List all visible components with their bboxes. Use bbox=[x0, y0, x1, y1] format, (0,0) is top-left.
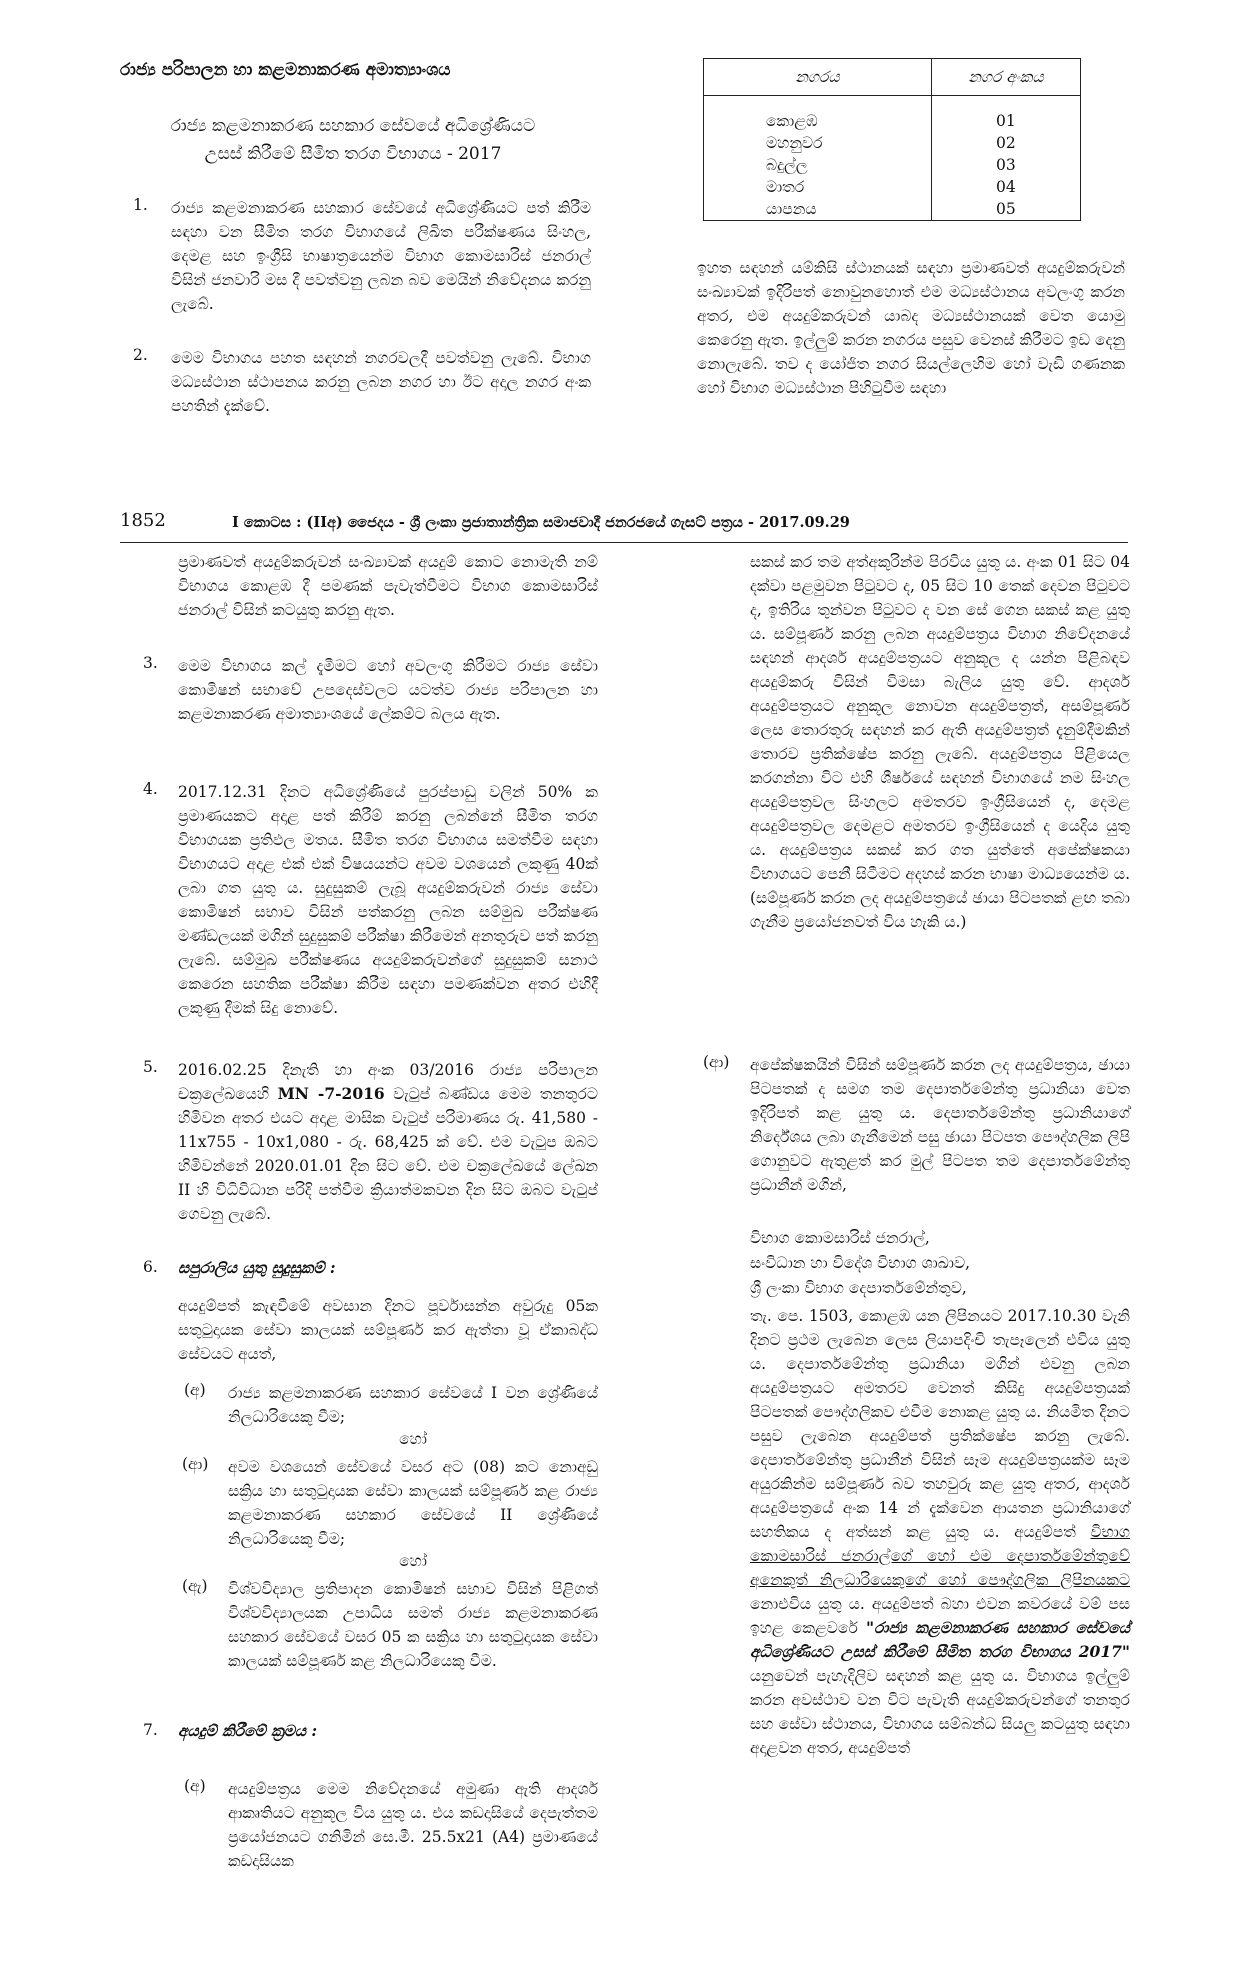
table-row bbox=[704, 154, 1081, 176]
ministry-heading: රාජ්‍ය පරිපාලන හා කළමනාකරණ අමාත්‍යාංශය bbox=[120, 60, 451, 80]
item-a-label: (අ) bbox=[184, 1381, 206, 1399]
item-7aa-label: (ආ) bbox=[703, 1053, 730, 1071]
instructions-text-3: යනුවෙන් පැහැදිලිව සඳහන් කළ යුතු ය. විභාගය ඉල්ලුම් කරන අවස්ථාව වන විට පැවැති අයදුම්කරුවන්ගේ තනතුර සහ සේවා ස්ථානය, විභාගය සම්බන්ධ සියලු කටයුතු සඳහා අදාළවන අතර, අයදුම්පත් bbox=[750, 1667, 1130, 1757]
item-ae-label: (ඇ) bbox=[182, 1577, 208, 1595]
instructions-text-1: තැ. පෙ. 1503, කොළඹ යන ලිපිනයට 2017.10.30 වැනි දිනට ප්‍රථම ලැබෙන ලෙස ලියාපදිංචි තැපෑලෙන් එවිය යුතු ය. දෙපාර්තමේන්තු ප්‍රධානියා මගින් එවනු ලබන අයදුම්පත්‍රයට අමතරව වෙනත් කිසිදු අයදුම්පත්‍රයක් පිටපතක් පෞද්ගලිකව එවීම නොකළ යුතු ය. නියමිත දිනට පසුව ලැබෙන අයදුම්පත් ප්‍රතික්ෂේප කරනු ලැබේ. දෙපාර්තමේන්තු ප්‍රධානීන් විසින් සෑම අයදුම්පත්‍රයක්ම සෑම අයුරකින්ම සම්පූර්ණ බව තහවුරු කළ යුතු අතර, ආදර්ශ අයදුම්පත්‍රයේ අංක 14 න් දැක්වෙන ආයතන ප්‍රධානියාගේ සහතිකය ද අත්සන් කළ යුතු ය. අයදුම්පත් bbox=[750, 1307, 1130, 1541]
city-cell: බදුල්ල bbox=[704, 154, 932, 176]
table-row bbox=[704, 198, 1081, 221]
submission-instructions bbox=[750, 1304, 1130, 1760]
city-cell: මාතර bbox=[704, 176, 932, 198]
table-row bbox=[704, 132, 1081, 154]
right-continuation: සකස් කර තම අත්අකුරින්ම පිරවිය යුතු ය. අංක 01 සිට 04 දක්වා පළමුවන පිටුවට ද, 05 සිට 10 තෙක් දෙවන පිටුවට ද, ඉතිරිය තුන්වන පිටුවට ද වන සේ ගෙන සකස් කළ යුතු ය. සම්පූර්ණ කරනු ලබන අයදුම්පත්‍රය විභාග නිවේදනයේ සඳහන් ආදර්ශ අයදුම්පත්‍රයට අනුකූල ද යන්න පිළිබඳව අයදුම්කරු විසින් විමසා බැලිය යුතු වේ. ආදර්ශ අයදුම්පත්‍රයට අනුකූල නොවන අයදුම්පත්‍රත්, අසම්පූර්ණ ලෙස තොරතුරු සඳහන් කර ඇති අයදුම්පත්‍රත් දැනුම්දීමකින් තොරව ප්‍රතික්ෂේප කරනු ලැබේ. අයදුම්පත්‍රය පිළියෙල කරගන්නා විට එහි ශීර්ෂයේ සඳහන් විභාගයේ නම සිංහල අයදුම්පත්‍රවල සිංහලට අමතරව ඉංග්‍රීසියෙන් ද, දෙමළ අයදුම්පත්‍රවල දෙමළට අමතරව ඉංග්‍රීසියෙන් ද යෙදිය යුතු ය. අයදුම්පත්‍රය සකස් කර ගත යුත්තේ අපේක්ෂකයා විභාගයට පෙනී සිටීමට අදහස් කරන භාෂා මාධ්‍යයෙන්ම ය. (සම්පූර්ණ කරන ලද අයදුම්පත්‍රයේ ඡායා පිටපතක් ළඟ තබා ගැනීම ප්‍රයෝජනවත් විය හැකි ය.) bbox=[750, 553, 1130, 931]
item-7a-text: අයදුම්පත්‍රය මෙම නිවේදනයේ අමුණා ඇති ආදර්ශ ආකෘතියට අනුකූල විය යුතු ය. එය කඩදාසියේ දෙපැත්තම ප්‍රයෝජනයට ගනිමින් සෙ.මී. 25.5x21 (A4) ප්‍රමාණයේ කඩදාසියක bbox=[228, 1780, 598, 1870]
item-aa-text: අවම වශයෙන් සේවයේ වසර අට (08) කට නොඅඩු සක්‍රිය හා සතුටුදායක සේවා කාලයක් සම්පූර්ණ කළ රාජ්‍ය කළමනාකරණ සහකාර සේවයේ II ශ්‍රේණියේ නිලධාරියෙකු වීම; bbox=[228, 1458, 598, 1548]
or-separator-2: හෝ bbox=[399, 1552, 427, 1570]
address-line-2: සංවිධාන හා විදේශ විභාග ශාඛාව, bbox=[750, 1254, 971, 1272]
address-line-3: ශ්‍රී ලංකා විභාග දෙපාර්තමේන්තුව, bbox=[750, 1279, 967, 1297]
page-number: 1852 bbox=[120, 510, 166, 531]
address-line-1: විභාග කොමසාරිස් ජනරාල්, bbox=[750, 1229, 930, 1247]
paragraph-5 bbox=[178, 1058, 598, 1226]
code-cell: 03 bbox=[996, 156, 1016, 174]
paragraph-1: රාජ්‍ය කළමනාකරණ සහකාර සේවයේ අධිශ්‍රේණියට පත් කිරීම සඳහා වන සීමිත තරග විභාගයේ ලිඛිත පරීක්ෂණය සිංහල, දෙමළ සහ ඉංග්‍රීසි භාෂාත්‍රයෙන්ම විභාග කොමසාරිස් ජනරාල් විසින් ජනවාරි මස දී පවත්වනු ලබන බව මෙයින් නිවේදනය කරනු ලැබේ. bbox=[171, 199, 591, 313]
para-number-6: 6. bbox=[143, 1258, 158, 1276]
paragraph-4: 2017.12.31 දිනට අධිශ්‍රේණියේ පුරප්පාඩු වලින් 50% ක ප්‍රමාණයකට අදාළ පත් කිරීම් කරනු ලබන්නේ සීමිත තරග විභාගයක ප්‍රතිඵල මතය. සීමිත තරග විභාගය සමත්වීම සඳහා විභාගයට අදාළ එක් එක් විෂයයන්ට අවම වශයෙන් ලකුණු 40ක් ලබා ගත යුතු ය. සුදුසුකම් ලැබූ අයදුම්කරුවන් රාජ්‍ය සේවා කොමිෂන් සභාව විසින් පත්කරනු ලබන සම්මුඛ පරීක්ෂණ මණ්ඩලයක් මගින් සුදුසුකම් පරීක්ෂා කිරීමෙන් අනතුරුව පත් කරනු ලැබේ. සම්මුඛ පරීක්ෂණය අයදුම්කරුවන්ගේ සුදුසුකම් සනාථ කෙරෙන සහතික පරීක්ෂා කිරීම සඳහා පමණක්වන අතර එහිදී ලකුණු දීමක් සිදු නොවේ. bbox=[178, 783, 598, 1017]
city-cell: යාපනය bbox=[704, 198, 932, 221]
para-number-5: 5. bbox=[143, 1058, 158, 1076]
paragraph-3: මෙම විභාගය කල් දැමීමට හෝ අවලංගු කිරීමට රාජ්‍ය සේවා කොමිෂන් සභාවේ උපදෙස්වලට යටත්ව රාජ්‍ය පරිපාලන හා කළමනාකරණ අමාත්‍යාංශයේ ලේකම්ට බලය ඇත. bbox=[178, 657, 598, 723]
centre-paragraph: ඉහත සඳහන් යම්කිසි ස්ථානයක් සඳහා ප්‍රමාණවත් අයදුම්කරුවන් සංඛ්‍යාවක් ඉදිරිපත් නොවුනහොත් එම මධ්‍යස්ථානය අවලංගු කරන අතර, එම අයදුම්කරුවන් යාබද මධ්‍යස්ථානයක් වෙත යොමු කෙරෙනු ඇත. ඉල්ලුම් කරන නගරය පසුව වෙනස් කිරීමට ඉඩ දෙනු නොලැබේ. තව ද යෝජිත නගර සියල්ලෙහිම හෝ වැඩි ගණනක හෝ විභාග මධ්‍යස්ථාන පිහිටුවීම සඳහා bbox=[697, 259, 1125, 397]
item-aa-label: (ආ) bbox=[182, 1455, 209, 1473]
code-cell: 05 bbox=[996, 200, 1016, 218]
salary-code: MN -7-2016 bbox=[277, 1084, 385, 1103]
continuation-paragraph: ප්‍රමාණවත් අයදුම්කරුවන් සංඛ්‍යාවක් අයදුම් කොට නොමැති නම් විභාගය කොළඹ දී පමණක් පැවැත්වීමට විභාග කොමසාරිස් ජනරාල් විසින් කටයුතු කරනු ඇත. bbox=[178, 553, 598, 619]
exam-title-line1: රාජ්‍ය කළමනාකරණ සහකාර සේවයේ අධිශ්‍රේණියට bbox=[170, 116, 536, 136]
code-cell: 02 bbox=[996, 134, 1016, 152]
col-header-city: නගරය bbox=[704, 59, 932, 96]
instructions-text-2: නොඑවිය යුතු ය. අයදුම්පත් බහා එවන කවරයේ වම් පස ඉහළ කෙළවරේ bbox=[750, 1595, 1130, 1637]
qualifications-intro: අයදුම්පත් කැඳවීමේ අවසාන දිනට පූර්වාසන්න අවුරුදු 05ක සතුටුදායක සේවා කාලයක් සම්පූර්ණ කර ඇත්තා වූ ඒකාබද්ධ සේවයට අයත්, bbox=[178, 1297, 598, 1363]
code-cell: 04 bbox=[996, 178, 1016, 196]
item-ae-text: විශ්වවිද්‍යාල ප්‍රතිපාදන කොමිෂන් සභාව විසින් පිළිගත් විශ්වවිද්‍යාලයක උපාධිය සමත් රාජ්‍ය කළමනාකරණ සහකාර සේවයේ වසර 05 ක සක්‍රිය හා සතුටුදායක සේවා කාලයක් සම්පූර්ණ කළ නිලධාරියෙකු වීම. bbox=[228, 1580, 598, 1670]
code-cell: 01 bbox=[996, 112, 1016, 130]
qualifications-title: සපුරාලිය යුතු සුදුසුකම් : bbox=[178, 1258, 336, 1277]
city-cell: කොළඹ bbox=[704, 110, 932, 132]
paragraph-5-text-b: වැටුප් බණ්ඩය මෙම තනතුරට හිමිවන අතර එයට අදාළ මාසික වැටුප් පරිමාණය රු. 41,580 - 11x755 - 10x1,080 - රු. 68,425 ක් වේ. එම වැටුප ඔබට හිමිවන්නේ 2020.01.01 දින සිට වේ. එම චක්‍රලේඛයේ ලේඛන II හි විධිවිධාන පරිදි පත්වීම ක්‍රියාත්මකවන දින සිට ඔබට වැටුප් ගෙවනු ලැබේ. bbox=[178, 1085, 599, 1223]
para-number-7: 7. bbox=[143, 1721, 158, 1739]
col-header-code: නගර අංකය bbox=[931, 59, 1080, 96]
para-number-4: 4. bbox=[143, 780, 158, 798]
city-code-table bbox=[703, 58, 1081, 221]
table-row bbox=[704, 176, 1081, 198]
instructions-underlined: විභාග කොමසාරිස් ජනරාල්ගේ හෝ එම දෙපාර්තමේන්තුවේ අනෙකුත් නිලධාරියෙකුගේ හෝ පෞද්ගලික ලිපිනයකට bbox=[750, 1523, 1130, 1589]
paragraph-2: මෙම විභාගය පහත සඳහන් නගරවලදී පවත්වනු ලැබේ. විභාග මධ්‍යස්ථාන ස්ථාපනය කරනු ලබන නගර හා ඊට අදාල නගර අංක පහතින් දැක්වේ. bbox=[171, 349, 591, 415]
exam-title-line2: උසස් කිරීමේ සීමිත තරග විභාගය - 2017 bbox=[204, 144, 502, 164]
paragraph-5-text-a: 2016.02.25 දිනැති හා අංක 03/2016 රාජ්‍ය පරිපාලන චක්‍රලේඛයෙහි bbox=[178, 1061, 598, 1103]
or-separator-1: හෝ bbox=[399, 1430, 427, 1448]
city-cell: මහනුවර bbox=[704, 132, 932, 154]
para-number-2: 2. bbox=[133, 346, 148, 364]
item-7a-label: (අ) bbox=[184, 1777, 206, 1795]
table-row bbox=[704, 110, 1081, 132]
exam-name-bold: "රාජ්‍ය කළමනාකරණ සහකාර සේවයේ අධිශ්‍රේණියට උසස් කිරීමේ සීමිත තරග විභාගය 2017" bbox=[750, 1618, 1130, 1661]
para-number-3: 3. bbox=[143, 654, 158, 672]
gazette-header: I කොටස : (IIඅ) ජෛදය - ශ්‍රී ලංකා ප්‍රජාතාන්ත්‍රික සමාජවාදී ජනරජයේ ගැසට් පත්‍රය - 2017.09.29 bbox=[232, 514, 850, 531]
header-rule bbox=[120, 542, 1128, 543]
para-number-1: 1. bbox=[133, 196, 148, 214]
item-a-text: රාජ්‍ය කළමනාකරණ සහකාර සේවයේ I වන ශ්‍රේණියේ නිලධාරියෙකු වීම; bbox=[228, 1384, 598, 1426]
application-method-title: අයදුම් කිරීමේ ක්‍රමය : bbox=[178, 1721, 318, 1740]
item-7aa-text: අපේක්ෂකයින් විසින් සම්පූර්ණ කරන ලද අයදුම්පත්‍රය, ඡායා පිටපතක් ද සමග තම දෙපාර්තමේන්තු ප්‍රධානියා වෙත ඉදිරිපත් කළ යුතු ය. දෙපාර්තමේන්තු ප්‍රධානියාගේ නිර්දේශය ලබා ගැනීමෙන් පසු ඡායා පිටපත පෞද්ගලික ලිපි ගොනුවට ඇතුළත් කර මුල් පිටපත තම දෙපාර්තමේන්තු ප්‍රධානීන් මගින්, bbox=[750, 1056, 1130, 1194]
